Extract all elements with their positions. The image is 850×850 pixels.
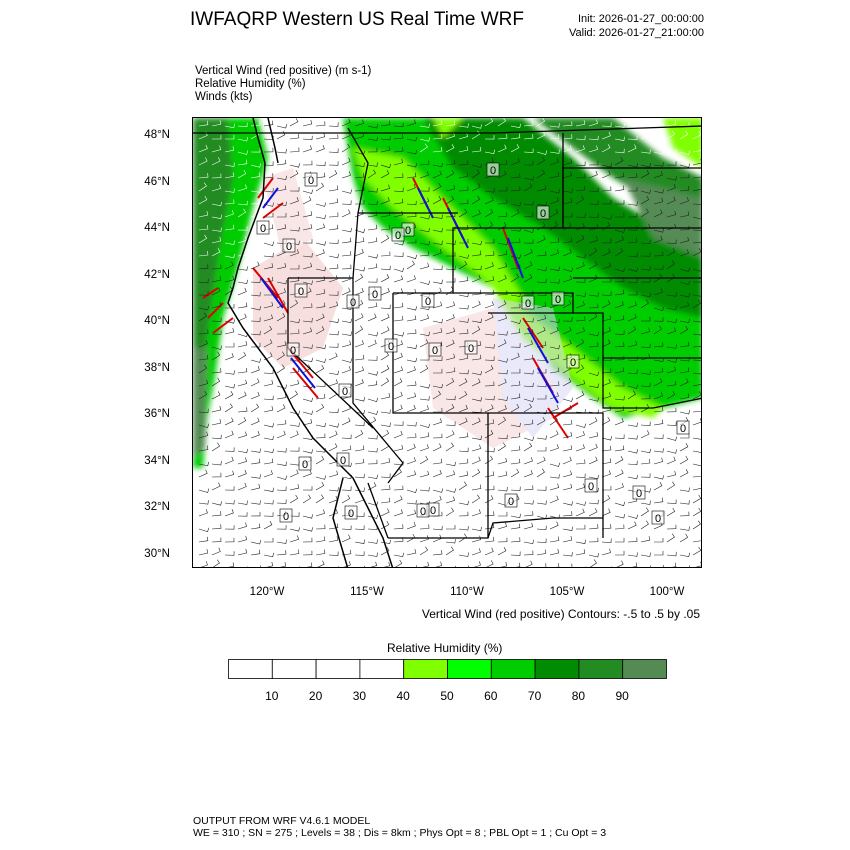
contour-label: 0 bbox=[289, 345, 297, 357]
lat-label: 34°N bbox=[144, 455, 170, 467]
contour-label: 0 bbox=[301, 459, 309, 471]
footer-model: OUTPUT FROM WRF V4.6.1 MODEL bbox=[193, 815, 371, 827]
field-label-winds: Winds (kts) bbox=[195, 91, 253, 103]
contour-note: Vertical Wind (red positive) Contours: -.5 to .5 by .05 bbox=[421, 607, 700, 621]
lat-label: 44°N bbox=[144, 222, 170, 234]
contour-label: 0 bbox=[404, 225, 412, 237]
colorbar-box bbox=[360, 660, 404, 679]
lat-label: 42°N bbox=[144, 269, 170, 281]
contour-label: 0 bbox=[587, 481, 595, 493]
colorbar-label: 60 bbox=[484, 689, 498, 703]
colorbar-label: 90 bbox=[615, 689, 629, 703]
lat-label: 48°N bbox=[144, 129, 170, 141]
lon-label: 115°W bbox=[350, 586, 384, 598]
lat-label: 36°N bbox=[144, 408, 170, 420]
field-label-vertical-wind: Vertical Wind (red positive) (m s-1) bbox=[195, 65, 372, 77]
colorbar bbox=[228, 659, 668, 679]
contour-label: 0 bbox=[429, 505, 437, 517]
colorbar-label: 10 bbox=[265, 689, 279, 703]
contour-label: 0 bbox=[349, 297, 357, 309]
colorbar-box bbox=[579, 660, 623, 679]
colorbar-label: 50 bbox=[440, 689, 454, 703]
contour-label: 0 bbox=[341, 386, 349, 398]
colorbar-box bbox=[272, 660, 316, 679]
contour-label: 0 bbox=[554, 294, 562, 306]
lon-label: 105°W bbox=[549, 586, 585, 598]
lon-label: 120°W bbox=[249, 586, 285, 598]
colorbar-label: 20 bbox=[308, 689, 323, 703]
contour-label: 0 bbox=[489, 165, 497, 177]
contour-label: 0 bbox=[259, 223, 267, 235]
contour-label: 0 bbox=[654, 513, 662, 525]
contour-label: 0 bbox=[387, 341, 395, 353]
contour-label: 0 bbox=[394, 230, 402, 242]
contour-label: 0 bbox=[679, 423, 687, 435]
lon-label: 100°W bbox=[649, 586, 685, 598]
colorbar-box bbox=[229, 660, 273, 679]
colorbar-label: 40 bbox=[396, 689, 410, 703]
contour-label: 0 bbox=[569, 357, 577, 369]
contour-label: 0 bbox=[507, 496, 515, 508]
colorbar-label: 80 bbox=[571, 689, 586, 703]
contour-label: 0 bbox=[524, 298, 532, 310]
contour-label: 0 bbox=[431, 345, 439, 357]
contour-label: 0 bbox=[347, 508, 355, 520]
lat-label: 32°N bbox=[144, 501, 170, 513]
colorbar-box bbox=[448, 660, 492, 679]
contour-label: 0 bbox=[539, 208, 547, 220]
colorbar-label: 70 bbox=[527, 689, 542, 703]
colorbar-box bbox=[535, 660, 579, 679]
init-time: Init: 2026-01-27_00:00:00 bbox=[578, 13, 704, 25]
lat-label: 38°N bbox=[144, 362, 170, 374]
plot-title: IWFAQRP Western US Real Time WRF bbox=[190, 9, 524, 30]
colorbar-box bbox=[491, 660, 535, 679]
contour-label: 0 bbox=[307, 175, 315, 187]
map-canvas bbox=[193, 118, 702, 568]
contour-label: 0 bbox=[467, 343, 475, 355]
lat-label: 46°N bbox=[144, 176, 170, 188]
colorbar-box bbox=[623, 660, 667, 679]
contour-label: 0 bbox=[371, 289, 379, 301]
map-panel bbox=[192, 117, 702, 568]
contour-label: 0 bbox=[424, 296, 432, 308]
footer-config: WE = 310 ; SN = 275 ; Levels = 38 ; Dis = 8km ; Phys Opt = 8 ; PBL Opt = 1 ; Cu Opt = 3 bbox=[193, 827, 607, 839]
lat-label: 40°N bbox=[144, 315, 170, 327]
valid-time: Valid: 2026-01-27_21:00:00 bbox=[569, 27, 704, 39]
lat-label: 30°N bbox=[144, 548, 170, 560]
lon-label: 110°W bbox=[450, 586, 484, 598]
field-label-relative-humidity: Relative Humidity (%) bbox=[195, 78, 306, 90]
contour-label: 0 bbox=[285, 241, 293, 253]
colorbar-box bbox=[316, 660, 360, 679]
contour-label: 0 bbox=[635, 488, 643, 500]
contour-label: 0 bbox=[419, 506, 427, 518]
colorbar-label: 30 bbox=[352, 689, 367, 703]
contour-label: 0 bbox=[339, 455, 347, 467]
colorbar-title: Relative Humidity (%) bbox=[387, 641, 503, 655]
contour-label: 0 bbox=[297, 286, 305, 298]
colorbar-box bbox=[404, 660, 448, 679]
contour-label: 0 bbox=[282, 511, 290, 523]
